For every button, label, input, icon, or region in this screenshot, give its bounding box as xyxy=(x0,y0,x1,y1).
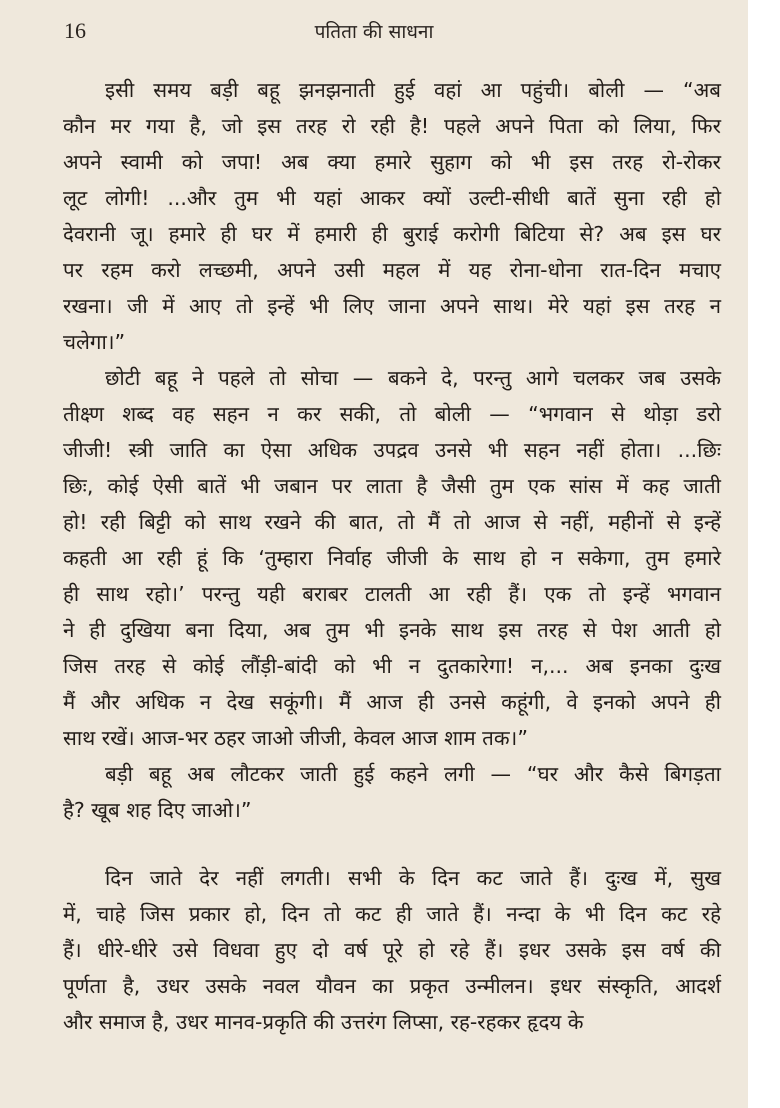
text-line: ने ही दुखिया बना दिया, अब तुम भी इनके साथ इस तरह से पेश आती हो xyxy=(63,618,721,642)
text-line: हो! रही बिट्टी को साथ रखने की बात, तो मैं तो आज से नहीं, महीनों से इन्हें xyxy=(63,510,721,534)
text-line: रखना। जी में आए तो इन्हें भी लिए जाना अपने साथ। मेरे यहां इस तरह न xyxy=(63,294,721,318)
text-line: पर रहम करो लच्छमी, अपने उसी महल में यह रोना-धोना रात-दिन मचाए xyxy=(63,258,721,282)
page-body xyxy=(63,72,721,1040)
text-line: लूट लोगी! ...और तुम भी यहां आकर क्यों उल्टी-सीधी बातें सुना रही हो xyxy=(63,186,721,210)
paragraph-gap xyxy=(63,828,721,860)
paragraph xyxy=(63,72,721,360)
text-line: जीजी! स्त्री जाति का ऐसा अधिक उपद्रव उनसे भी सहन नहीं होता। ...छिः xyxy=(63,438,721,462)
text-line: अपने स्वामी को जपा! अब क्या हमारे सुहाग को भी इस तरह रो-रोकर xyxy=(63,150,721,174)
page-number: 16 xyxy=(64,18,86,43)
text-line: कौन मर गया है, जो इस तरह रो रही है! पहले अपने पिता को लिया, फिर xyxy=(63,114,721,138)
text-line: और समाज है, उधर मानव-प्रकृति की उत्तरंग लिप्सा, रह-रहकर हृदय के xyxy=(63,1010,584,1034)
text-line: दिन जाते देर नहीं लगती। सभी के दिन कट जाते हैं। दुःख में, सुख xyxy=(105,866,721,890)
text-line: चलेगा।” xyxy=(63,330,126,354)
running-title: पतिता की साधना xyxy=(314,21,434,43)
text-line: ही साथ रहो।’ परन्तु यही बराबर टालती आ रही हैं। एक तो इन्हें भगवान xyxy=(63,582,721,606)
text-line: तीक्ष्ण शब्द वह सहन न कर सकी, तो बोली — “भगवान से थोड़ा डरो xyxy=(63,402,721,426)
text-line: छिः, कोई ऐसी बातें भी जबान पर लाता है जैसी तुम एक सांस में कह जाती xyxy=(63,474,721,498)
text-line: इसी समय बड़ी बहू झनझनाती हुई वहां आ पहुंची। बोली — “अब xyxy=(105,78,721,102)
text-line: छोटी बहू ने पहले तो सोचा — बकने दे, परन्तु आगे चलकर जब उसके xyxy=(105,366,721,390)
text-line: बड़ी बहू अब लौटकर जाती हुई कहने लगी — “घर और कैसे बिगड़ता xyxy=(105,762,721,786)
text-line: कहती आ रही हूं कि ‘तुम्हारा निर्वाह जीजी के साथ हो न सकेगा, तुम हमारे xyxy=(63,546,721,570)
paragraph xyxy=(63,756,721,828)
text-line: हैं। धीरे-धीरे उसे विधवा हुए दो वर्ष पूरे हो रहे हैं। इधर उसके इस वर्ष की xyxy=(63,938,721,962)
text-line: साथ रखें। आज-भर ठहर जाओ जीजी, केवल आज शाम तक।” xyxy=(63,726,528,750)
text-line: है? खूब शह दिए जाओ।” xyxy=(63,798,252,822)
text-line: पूर्णता है, उधर उसके नवल यौवन का प्रकृत उन्मीलन। इधर संस्कृति, आदर्श xyxy=(63,974,721,998)
paragraph xyxy=(63,360,721,756)
text-line: जिस तरह से कोई लौंड़ी-बांदी को भी न दुतकारेगा! न,... अब इनका दुःख xyxy=(63,654,721,678)
text-line: देवरानी जू। हमारे ही घर में हमारी ही बुराई करोगी बिटिया से? अब इस घर xyxy=(63,222,721,246)
paragraph xyxy=(63,860,721,1040)
text-line: में, चाहे जिस प्रकार हो, दिन तो कट ही जाते हैं। नन्दा के भी दिन कट रहे xyxy=(63,902,721,926)
text-line: मैं और अधिक न देख सकूंगी। मैं आज ही उनसे कहूंगी, वे इनको अपने ही xyxy=(63,690,721,714)
